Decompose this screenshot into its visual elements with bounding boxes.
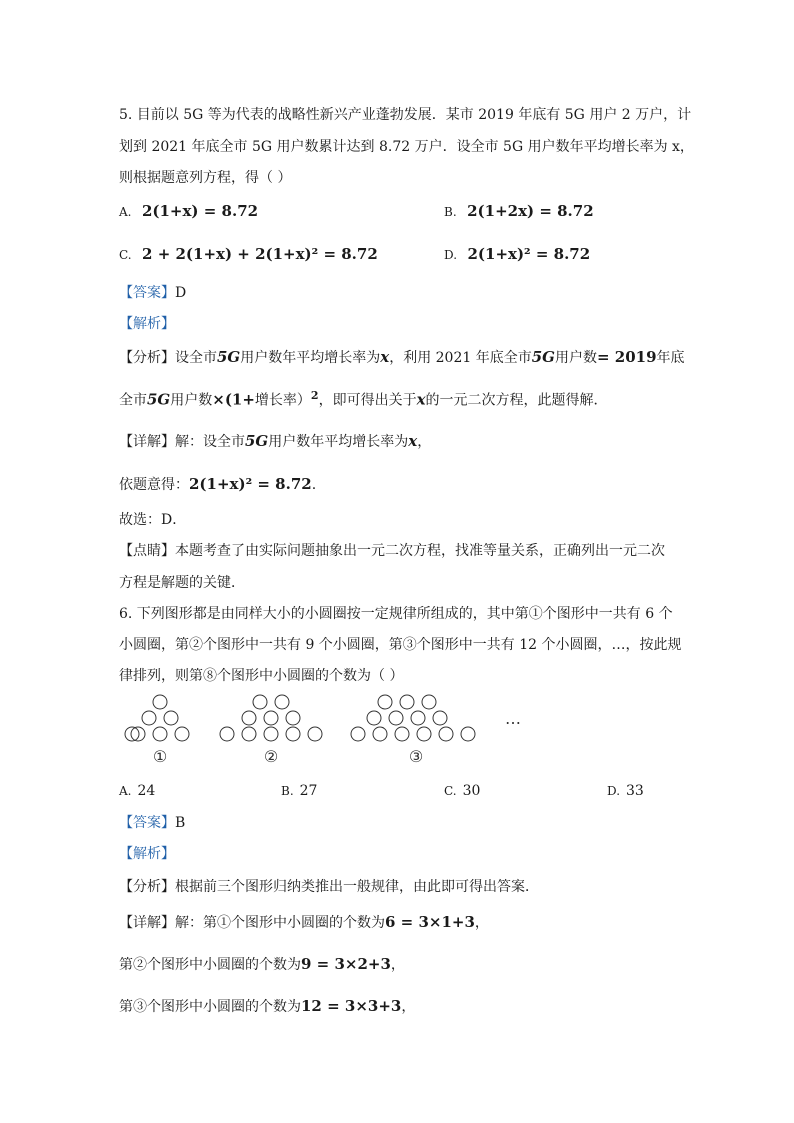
q5-guxuan: 故选：D． — [119, 512, 187, 528]
q5-fenxi-1a: 设全市 — [175, 350, 217, 366]
q6-option-d-value: 33 — [626, 783, 644, 799]
q6-xj1-b: 6 = 3×1+3 — [385, 913, 475, 931]
q6-option-a — [119, 783, 155, 799]
q5-xiangjie-line — [119, 431, 679, 451]
q6-option-c — [444, 783, 480, 799]
q5-fenxi-line-2 — [119, 389, 679, 410]
q5-stem-line-1: 5. 目前以 5G 等为代表的战略性新兴产业蓬勃发展．某市 2019 年底有 5G 用户 2 万户，计 — [119, 107, 692, 123]
q6-xj3-c: ， — [401, 999, 416, 1015]
q6-option-b-label: B. — [281, 784, 294, 798]
q6-fenxi-tag: 【分析】 — [119, 879, 175, 895]
q6-xiangjie-line-3 — [119, 996, 679, 1016]
pattern-circle — [286, 727, 300, 741]
q5-fenxi-1c: 用户数年平均增长率为 — [240, 350, 381, 366]
q5-option-b — [444, 202, 594, 220]
q5-option-a — [119, 202, 258, 220]
q5-fenxi-2c: 用户数 — [170, 392, 213, 409]
q5-dianjing-1: 本题考查了由实际问题抽象出一元二次方程，找准等量关系，正确列出一元二次 — [175, 543, 665, 559]
q6-stem-line-2: 小圆圈，第②个图形中一共有 9 个小圆圈，第③个图形中一共有 12 个小圆圈，…，按此规 — [119, 637, 682, 653]
figure-ellipsis: … — [505, 709, 521, 728]
q5-yiti-c: . — [311, 477, 317, 493]
q5-option-c-expr: 2 + 2(1+x) + 2(1+x)² = 8.72 — [142, 245, 378, 263]
q5-stem-line-3: 则根据题意列方程，得（ ） — [119, 170, 292, 186]
q5-fenxi-1e: ，利用 2021 年底全市 — [389, 350, 532, 366]
q5-option-b-expr: 2(1+2x) = 8.72 — [467, 202, 594, 220]
q5-fenxi-1b: 5G — [217, 348, 241, 366]
q5-fenxi-1i: 年底 — [656, 350, 685, 366]
q6-xiangjie-line-1 — [119, 912, 679, 932]
q5-answer-line — [119, 282, 679, 302]
q5-xiangjie-c: 用户数年平均增长率为 — [268, 434, 409, 450]
pattern-circle — [253, 695, 267, 709]
pattern-circle — [153, 727, 167, 741]
q5-yiti-a: 依题意得： — [119, 477, 189, 493]
pattern-circle — [308, 727, 322, 741]
figure-label-2: ② — [263, 747, 279, 766]
q5-answer-tag: 【答案】 — [119, 285, 175, 301]
q5-fenxi-1d: x — [380, 348, 390, 366]
q5-xiangjie-a: 解：设全市 — [175, 434, 245, 450]
q6-xj2-c: ， — [390, 957, 405, 973]
pattern-circle — [461, 727, 475, 741]
q6-stem-line-3: 律排列，则第⑧个图形中小圆圈的个数为（ ） — [119, 668, 404, 684]
q5-fenxi-2b: 5G — [147, 390, 171, 409]
q5-fenxi-2g: ，即可得出关于 — [318, 392, 417, 409]
q5-option-b-label: B. — [444, 205, 457, 219]
circle-pattern-figures — [115, 690, 545, 770]
pattern-circle — [242, 711, 256, 725]
q5-xiangjie-d: x — [408, 432, 418, 450]
q5-fenxi-1g: 用户数 — [554, 350, 597, 366]
q6-analysis-label: 【解析】 — [119, 846, 175, 862]
q5-yiti-line — [119, 474, 679, 494]
pattern-circle — [220, 727, 234, 741]
q5-option-c — [119, 245, 378, 263]
q6-option-b-value: 27 — [299, 783, 318, 799]
q6-option-d — [607, 783, 644, 799]
q6-xj3-a: 第③个图形中小圆圈的个数为 — [119, 999, 301, 1015]
q5-option-a-label: A. — [119, 205, 132, 219]
q6-xiangjie-tag: 【详解】 — [119, 915, 175, 931]
q5-xiangjie-e: ， — [417, 434, 432, 450]
pattern-circle — [417, 727, 431, 741]
q6-option-c-label: C. — [444, 784, 457, 798]
q5-option-d-label: D. — [444, 248, 458, 262]
q5-fenxi-1h: = 2019 — [596, 348, 657, 366]
pattern-circle — [400, 695, 414, 709]
pattern-circle — [389, 711, 403, 725]
figure-label-1: ① — [152, 747, 168, 766]
pattern-circle — [242, 727, 256, 741]
q5-option-c-label: C. — [119, 248, 132, 262]
pattern-circle — [373, 727, 387, 741]
q6-xiangjie-line-2 — [119, 954, 679, 974]
q5-option-a-expr: 2(1+x) = 8.72 — [141, 202, 259, 220]
q6-xj1-a: 解：第①个图形中小圆圈的个数为 — [175, 915, 385, 931]
q6-option-c-value: 30 — [462, 783, 481, 799]
pattern-circle — [395, 727, 409, 741]
q5-stem-line-2: 划到 2021 年底全市 5G 用户数累计达到 8.72 万户．设全市 5G 用户数年平均增长率为 x， — [119, 139, 694, 155]
q6-answer-line — [119, 812, 679, 832]
pattern-circle — [125, 727, 139, 741]
pattern-circle — [439, 727, 453, 741]
q5-fenxi-2h: x — [416, 390, 426, 409]
pattern-circle — [275, 695, 289, 709]
q5-dianjing-line-2: 方程是解题的关键． — [119, 575, 245, 591]
q5-xiangjie-b: 5G — [245, 432, 269, 450]
pattern-circle — [153, 695, 167, 709]
pattern-circle — [175, 727, 189, 741]
q6-option-a-value: 24 — [137, 783, 156, 799]
q6-option-a-label: A. — [119, 784, 132, 798]
q5-dianjing-tag: 【点睛】 — [119, 543, 175, 559]
pattern-circle — [164, 711, 178, 725]
q5-fenxi-2a: 全市 — [119, 392, 147, 409]
q6-fenxi: 根据前三个图形归纳类推出一般规律，由此即可得出答案． — [175, 879, 539, 895]
pattern-circle — [142, 711, 156, 725]
pattern-circle — [264, 727, 278, 741]
pattern-circle — [378, 695, 392, 709]
q5-answer: D — [175, 285, 187, 301]
q6-xj2-a: 第②个图形中小圆圈的个数为 — [119, 957, 301, 973]
q6-fenxi-line — [119, 876, 679, 896]
q6-xj3-b: 12 = 3×3+3 — [301, 997, 402, 1015]
pattern-circle — [411, 711, 425, 725]
pattern-circle — [422, 695, 436, 709]
q5-yiti-b: 2(1+x)² = 8.72 — [189, 475, 312, 493]
pattern-circle — [264, 711, 278, 725]
q6-option-d-label: D. — [607, 784, 621, 798]
q5-fenxi-2e: 增长率） — [254, 392, 311, 409]
q6-xj1-c: ， — [474, 915, 489, 931]
q6-option-b — [281, 783, 317, 799]
q5-fenxi-1f: 5G — [531, 348, 555, 366]
q6-xj2-b: 9 = 3×2+3 — [301, 955, 391, 973]
q5-xiangjie-tag: 【详解】 — [119, 434, 175, 450]
q6-analysis-tag — [119, 843, 679, 863]
figure-label-3: ③ — [408, 747, 424, 766]
q6-stem-line-1: 6. 下列图形都是由同样大小的小圆圈按一定规律所组成的，其中第①个图形中一共有 6 个 — [119, 606, 673, 622]
pattern-circle — [433, 711, 447, 725]
q5-fenxi-line-1 — [119, 347, 685, 367]
pattern-circle — [367, 711, 381, 725]
q6-answer: B — [175, 815, 186, 831]
q5-analysis-tag — [119, 313, 679, 333]
pattern-circle — [131, 727, 145, 741]
q5-fenxi-2f: 2 — [310, 389, 319, 402]
q5-dianjing-line-1 — [119, 540, 679, 560]
q6-answer-tag: 【答案】 — [119, 815, 175, 831]
q5-fenxi-2i: 的一元二次方程，此题得解． — [425, 392, 608, 409]
q5-fenxi-2d: ×(1+ — [212, 390, 255, 409]
pattern-circle — [351, 727, 365, 741]
q5-option-d — [444, 245, 590, 263]
pattern-circle — [286, 711, 300, 725]
q5-option-d-expr: 2(1+x)² = 8.72 — [467, 245, 591, 263]
q5-analysis-label: 【解析】 — [119, 316, 175, 332]
q5-fenxi-tag: 【分析】 — [119, 350, 175, 366]
